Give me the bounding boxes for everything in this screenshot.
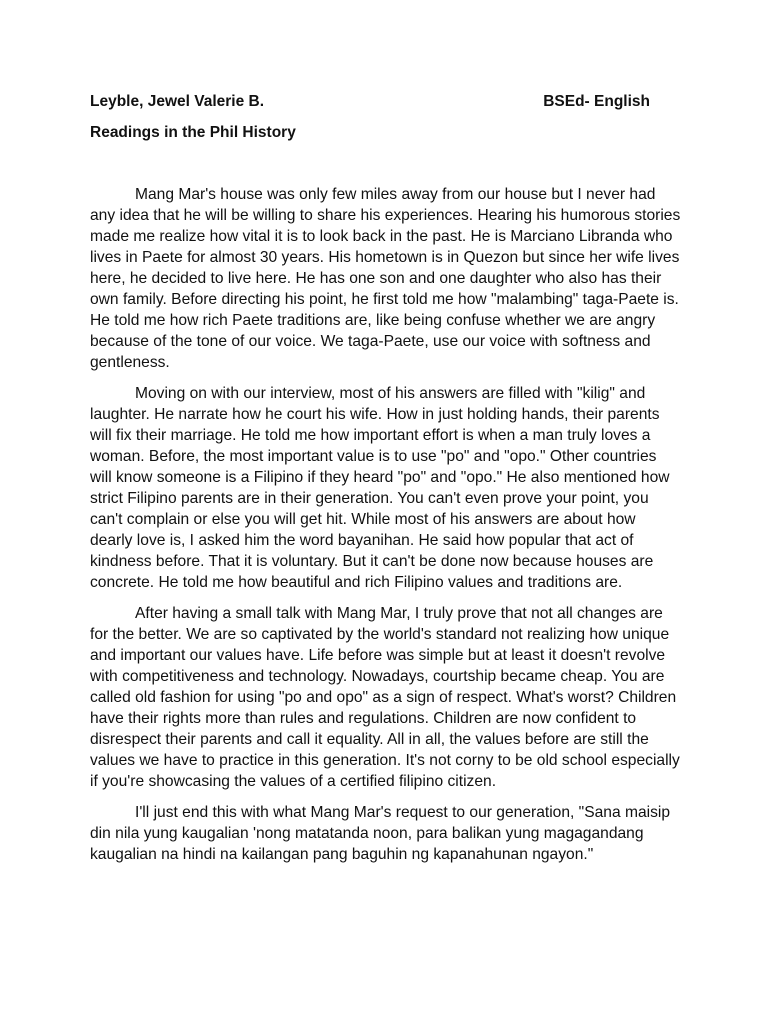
course-name: BSEd- English: [543, 93, 650, 110]
paragraph-4: I'll just end this with what Mang Mar's request to our generation, "Sana maisip din nila yung kaugalian 'nong matatanda noon, para balikan yung magagandang kaugalian na hindi na kailangan pang baguhin ng kapanahunan ngayon.": [90, 804, 671, 863]
paragraph-2: Moving on with our interview, most of his answers are filled with "kilig" and laughter. He narrate how he court his wife. How in just holding hands, their parents will fix their marriage. He told me how important effort is when a man truly loves a woman. Before, the most important value is to use "po" and "opo." Other countries will know someone is a Filipino if they heard "po" and "opo." He also mentioned how strict Filipino parents are in their generation. You can't even prove your point, you can't complain or else you will get hit. While most of his answers are about how dearly love is, I asked him the word bayanihan. He said how popular that act of kindness before. That it is voluntary. But it can't be done now because houses are concrete. He told me how beautiful and rich Filipino values and traditions are.: [90, 385, 670, 591]
paragraph-1: Mang Mar's house was only few miles away from our house but I never had any idea that he will be willing to share his experiences. Hearing his humorous stories made me realize how vital it is to look back in the past. He is Marciano Libranda who lives in Paete for almost 30 years. His hometown is in Quezon but since her wife lives here, he decided to live here. He has one son and one daughter who also has their own family. Before directing his point, he first told me how "malambing" taga-Paete is. He told me how rich Paete traditions are, like being confuse whether we are angry because of the tone of our voice. We taga-Paete, use our voice with softness and gentleness.: [90, 186, 681, 371]
subject-title: Readings in the Phil History: [90, 124, 296, 141]
essay-body: [90, 184, 682, 875]
document-header: [90, 93, 650, 113]
author-name: Leyble, Jewel Valerie B.: [90, 93, 265, 110]
paragraph-3: After having a small talk with Mang Mar, I truly prove that not all changes are for the better. We are so captivated by the world's standard not realizing how unique and important our values have. Life before was simple but at least it doesn't revolve with competitiveness and technology. Nowadays, courtship became cheap. You are called old fashion for using "po and opo" as a sign of respect. What's worst? Children have their rights more than rules and regulations. Children are now confident to disrespect their parents and call it equality. All in all, the values before are still the values we have to practice in this generation. It's not corny to be old school especially if you're showcasing the values of a certified filipino citizen.: [90, 605, 680, 790]
